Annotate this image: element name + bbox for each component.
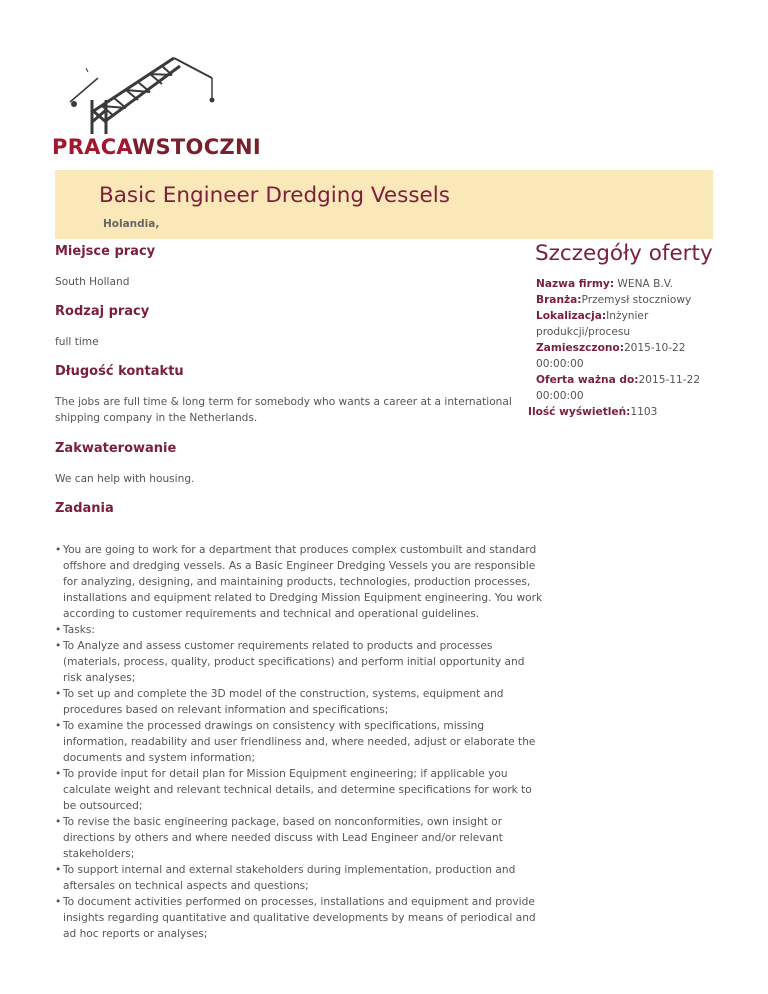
list-item: • You are going to work for a department that produces complex custombuilt and standard offshore and dredging vessels. As a Basic Engineer Dredging Vessels you are responsible for analyzing, designing, and maintaining products, technologies, production processes, installations and equipment related to Dredging Mission Equipment engineering. You work according to customer requirements and technical and operational guidelines. (63, 542, 543, 622)
list-item: • Tasks: (63, 622, 543, 638)
views-row (528, 404, 716, 420)
tasks-heading: Zadania (55, 501, 114, 516)
valid-row (536, 372, 716, 404)
offer-details (528, 276, 716, 420)
workplace-heading: Miejsce pracy (55, 244, 156, 259)
list-item: • To document activities performed on processes, installations and equipment and provide insights regarding quantitative and qualitative developments by means of periodical and ad hoc reports or analyses; (63, 894, 543, 942)
posted-value: 2015-10-22 00:00:00 (536, 342, 686, 370)
location-row (536, 308, 716, 340)
logo-text (52, 135, 261, 159)
company-label: Nazwa firmy: (536, 278, 615, 290)
site-logo[interactable] (52, 50, 261, 160)
industry-label: Branża: (536, 294, 582, 306)
jobtype-heading: Rodzaj pracy (55, 304, 150, 319)
list-item: • To revise the basic engineering package, based on nonconformities, own insight or directions by others and where needed discuss with Lead Engineer and/or relevant stakeholders; (63, 814, 543, 862)
list-item: • To provide input for detail plan for Mission Equipment engineering; if applicable you calculate weight and relevant technical details, and determine specifications for work to be outsourced; (63, 766, 543, 814)
industry-value: Przemysł stoczniowy (581, 294, 692, 306)
views-label: Ilość wyświetleń: (528, 406, 631, 418)
job-location: Holandia, (103, 218, 160, 230)
logo-text-part2: WSTOCZNI (132, 135, 261, 159)
posted-label: Zamieszczono: (536, 342, 624, 354)
tasks-list (55, 542, 543, 942)
valid-label: Oferta ważna do: (536, 374, 639, 386)
contract-value: The jobs are full time & long term for somebody who wants a career at a international shipping company in the Netherlands. (55, 396, 512, 424)
crane-icon (62, 50, 232, 135)
list-item: • To Analyze and assess customer requirements related to products and processes (materials, process, quality, product specifications) and perform initial opportunity and risk analyses; (63, 638, 543, 686)
industry-row (536, 292, 716, 308)
list-item: • To set up and complete the 3D model of the construction, systems, equipment and procedures based on relevant information and specifications; (63, 686, 543, 718)
jobtype-value: full time (55, 336, 99, 348)
company-value: WENA B.V. (614, 278, 674, 290)
views-value: 1103 (630, 406, 658, 418)
list-item: • To support internal and external stakeholders during implementation, production and aftersales on technical aspects and questions; (63, 862, 543, 894)
company-row (536, 276, 716, 292)
valid-value: 2015-11-22 00:00:00 (536, 374, 701, 402)
posted-row (536, 340, 716, 372)
logo-text-part1: PRACA (52, 135, 133, 159)
location-label: Lokalizacja: (536, 310, 607, 322)
housing-heading: Zakwaterowanie (55, 441, 177, 456)
location-value: Inżynier produkcji/procesu (536, 310, 649, 338)
workplace-value: South Holland (55, 276, 130, 288)
job-title: Basic Engineer Dredging Vessels (99, 183, 450, 208)
contract-heading: Długość kontaktu (55, 364, 184, 379)
list-item: • To examine the processed drawings on consistency with specifications, missing information, readability and user friendliness and, where needed, adjust or elaborate the documents and system information; (63, 718, 543, 766)
housing-value: We can help with housing. (55, 473, 195, 485)
job-header-banner (55, 170, 713, 239)
offer-details-title: Szczegóły oferty (535, 241, 713, 266)
